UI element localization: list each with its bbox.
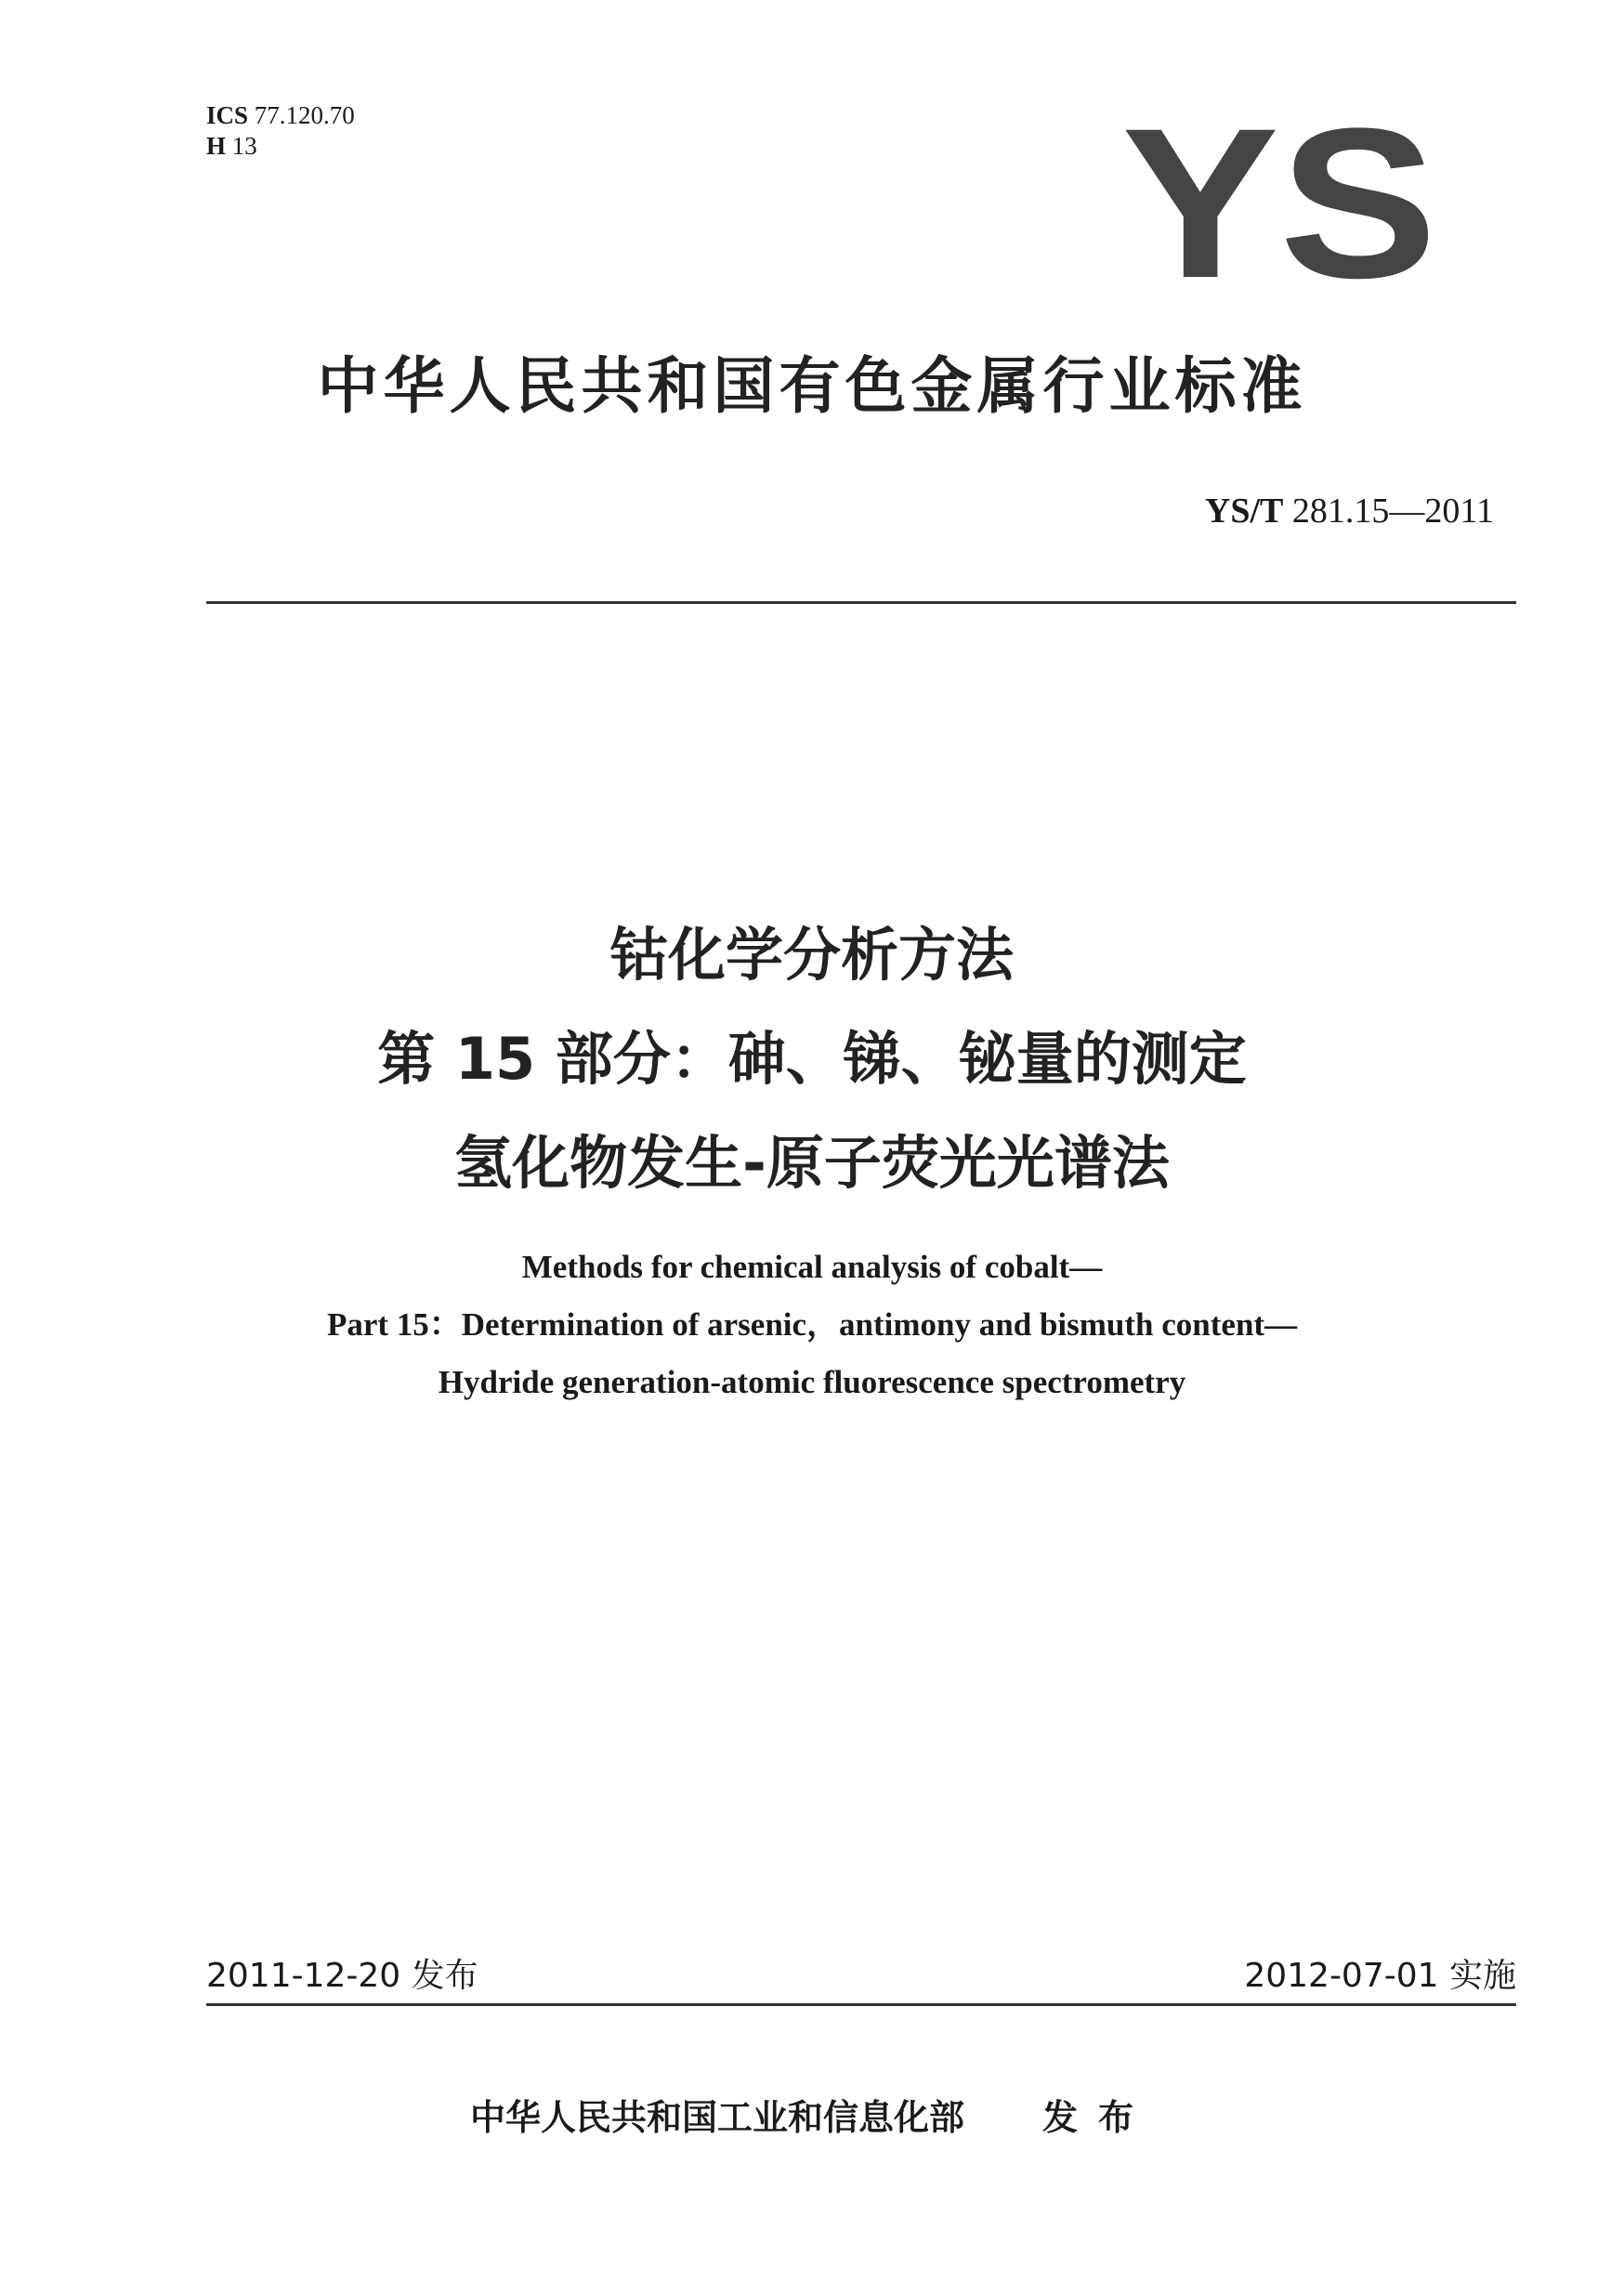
chinese-title-line-1: 钴化学分析方法 (609, 921, 1014, 989)
h-label: H (206, 132, 227, 160)
english-title-line-2: Part 15：Determination of arsenic，antimony and bismuth content— (326, 1306, 1298, 1343)
issue-date: 2011-12-20 发布 (206, 1957, 478, 1995)
h-line (206, 131, 355, 162)
standard-category-title: 中华人民共和国有色金属行业标准 (317, 350, 1307, 422)
publisher-suffix: 发布 (1042, 2097, 1155, 2138)
standard-number-prefix: YS/T (1204, 492, 1284, 531)
bottom-divider (206, 2003, 1516, 2006)
publisher (0, 2089, 1624, 2140)
standard-number (1205, 491, 1494, 531)
chinese-title (0, 903, 1624, 1215)
ys-logo-text: YS (1121, 119, 1437, 282)
ics-line (206, 100, 355, 131)
standard-number-value: 281.15—2011 (1291, 492, 1494, 531)
ics-value: 77.120.70 (254, 101, 355, 129)
top-divider (206, 601, 1516, 604)
chinese-title-line-3: 氢化物发生-原子荧光光谱法 (454, 1129, 1170, 1197)
implementation-date: 2012-07-01 实施 (1244, 1957, 1516, 1995)
english-title (0, 1239, 1624, 1411)
chinese-title-line-2: 第 15 部分：砷、锑、铋量的测定 (377, 1025, 1247, 1093)
ics-label: ICS (206, 101, 249, 129)
ys-logo (1120, 119, 1440, 282)
english-title-line-1: Methods for chemical analysis of cobalt— (521, 1249, 1103, 1285)
english-title-line-3: Hydride generation-atomic fluorescence spectrometry (438, 1364, 1186, 1400)
h-value: 13 (231, 132, 257, 160)
publisher-name: 中华人民共和国工业和信息化部 (469, 2097, 964, 2138)
classification-codes (206, 100, 355, 162)
